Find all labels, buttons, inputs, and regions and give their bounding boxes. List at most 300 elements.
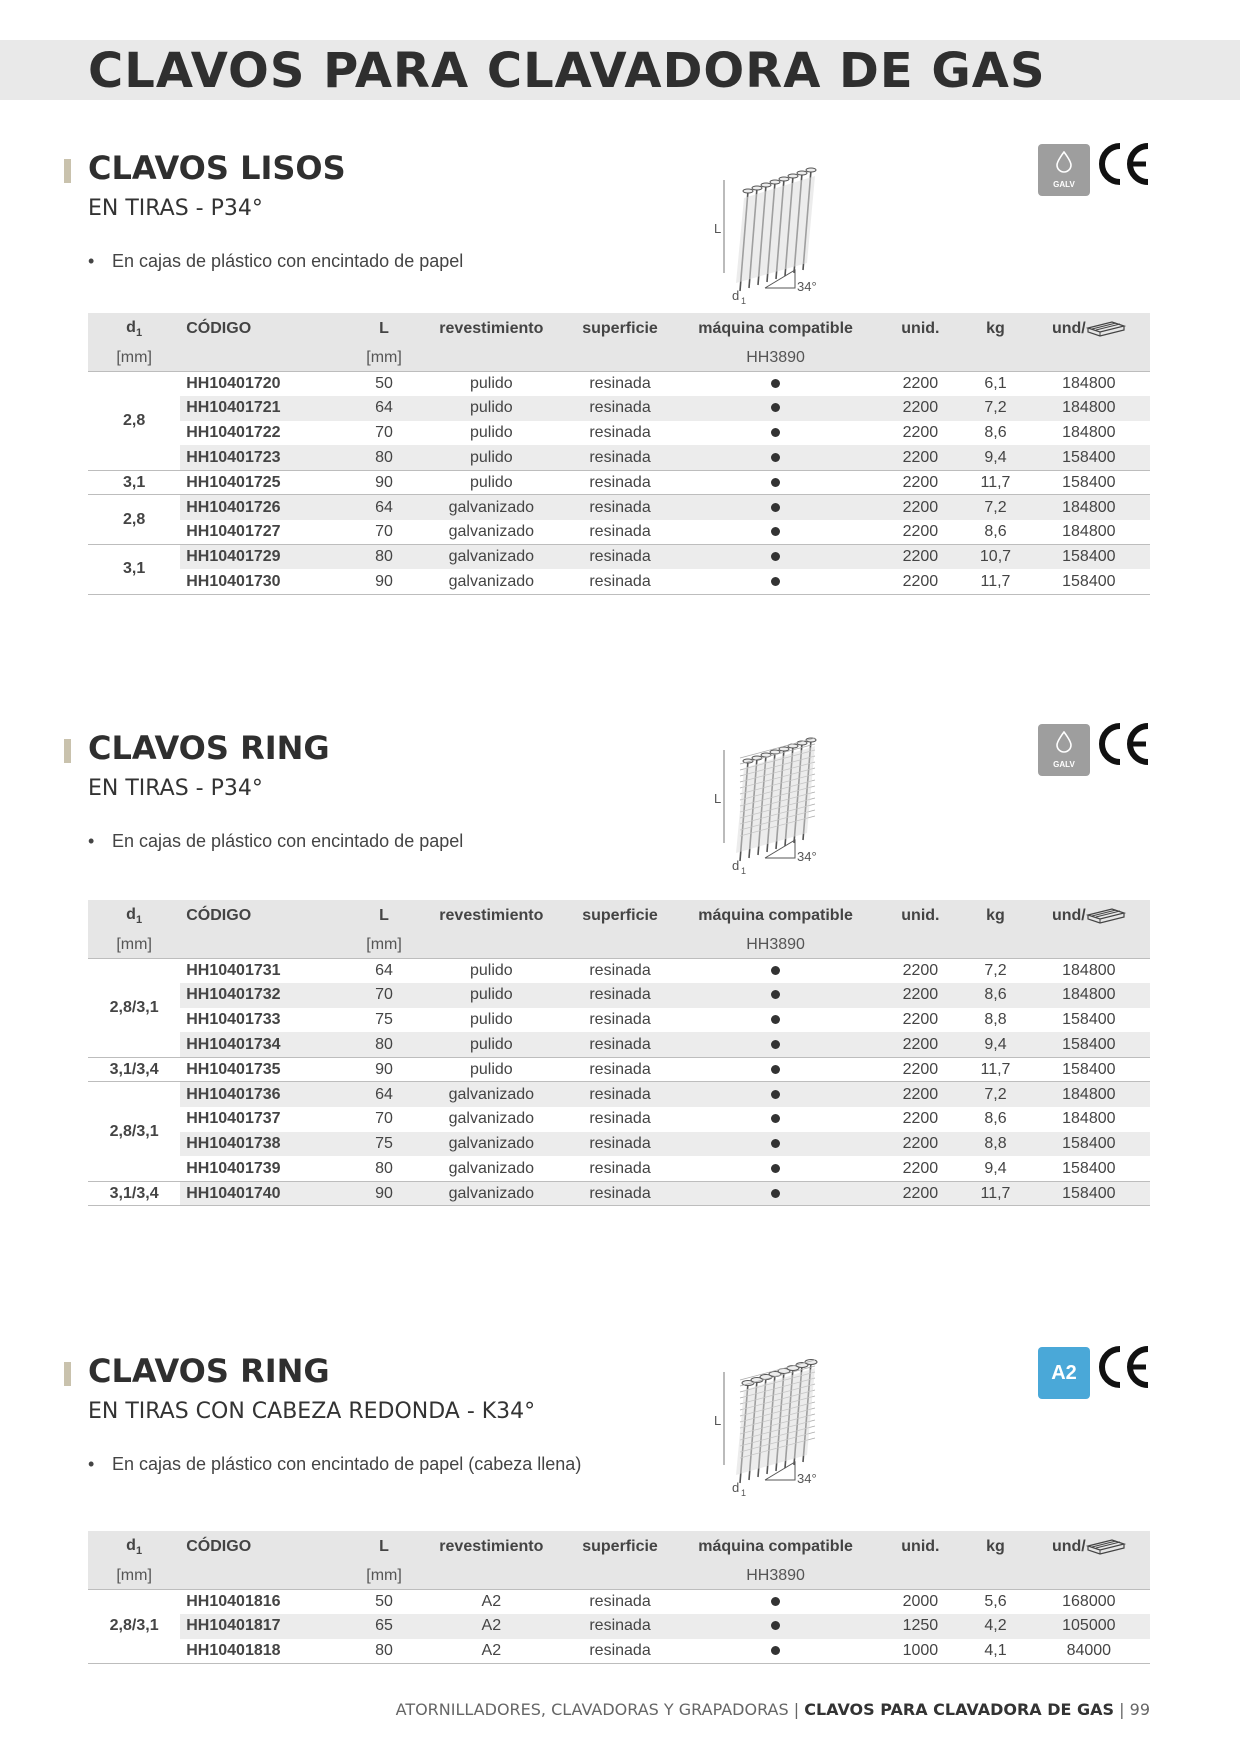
cell-codigo: HH10401736 (180, 1082, 352, 1107)
section-subtitle: EN TIRAS - P34° (88, 196, 263, 221)
col-header-superficie: superficie (566, 313, 673, 345)
cell-codigo: HH10401738 (180, 1132, 352, 1157)
col-header-codigo: CÓDIGO (180, 313, 352, 345)
compatible-dot-icon (771, 1090, 780, 1099)
bullet-text: En cajas de plástico con encintado de papel (112, 831, 464, 851)
cell-codigo: HH10401729 (180, 545, 352, 570)
col-header-unid: unid. (877, 313, 963, 345)
compatible-dot-icon (771, 1164, 780, 1173)
unit-mm: [mm] (352, 1563, 416, 1589)
cell-superficie: resinada (566, 445, 673, 470)
cell-superficie: resinada (589, 1159, 651, 1177)
cell-kg: 11,7 (963, 470, 1027, 495)
table-row (88, 1008, 1150, 1033)
cell-superficie: resinada (589, 961, 651, 979)
cell-kg: 9,4 (984, 1159, 1007, 1177)
col-header-maquina: máquina compatible (674, 900, 878, 932)
cell-superficie: resinada (589, 1592, 651, 1610)
cell-und-pallet: 184800 (1028, 396, 1150, 421)
section-subtitle: EN TIRAS - P34° (88, 776, 263, 801)
compatible-dot-icon (771, 966, 780, 975)
cell-d1: 2,8 (88, 371, 180, 470)
col-header-revestimiento: revestimiento (416, 1531, 566, 1563)
compatible-dot-icon (771, 1015, 780, 1024)
cell-und-pallet: 158400 (1028, 1132, 1150, 1157)
cell-superficie: resinada (566, 1032, 673, 1057)
section-subtitle: EN TIRAS CON CABEZA REDONDA - K34° (88, 1399, 536, 1424)
cell-revestimiento: galvanizado (448, 1159, 535, 1177)
cell-codigo: HH10401816 (186, 1592, 281, 1610)
compatible-dot-icon (771, 453, 780, 462)
cell-length: 90 (352, 1057, 416, 1082)
cell-unid: 1000 (877, 1639, 963, 1664)
svg-text:d: d (732, 1480, 740, 1495)
col-header-codigo: CÓDIGO (180, 1531, 352, 1563)
cell-maquina (674, 1181, 878, 1206)
cell-und-pallet: 158400 (1028, 1181, 1150, 1206)
section-title: CLAVOS RING (88, 1352, 330, 1390)
compatible-dot-icon (771, 990, 780, 999)
machine-model: HH3890 (674, 345, 878, 371)
table-row (88, 371, 1150, 396)
compatible-dot-icon (771, 1621, 780, 1630)
page-title: CLAVOS PARA CLAVADORA DE GAS (88, 43, 1046, 99)
compatible-dot-icon (771, 527, 780, 536)
bullet-icon: • (88, 831, 95, 851)
cell-unid: 2200 (877, 1057, 963, 1082)
cell-codigo: HH10401727 (186, 522, 281, 540)
cell-und-pallet: 84000 (1028, 1639, 1150, 1664)
cell-length: 80 (352, 1639, 416, 1664)
galv-badge (1038, 144, 1090, 196)
cell-length: 70 (375, 423, 393, 441)
cell-revestimiento: galvanizado (416, 1181, 566, 1206)
cell-und-pallet: 184800 (1028, 983, 1150, 1008)
cell-kg: 7,2 (963, 1082, 1027, 1107)
cell-length: 80 (352, 445, 416, 470)
bullet-icon: • (88, 251, 95, 271)
cell-length: 50 (375, 374, 393, 392)
svg-text:1: 1 (741, 866, 747, 876)
cell-revestimiento: galvanizado (448, 1110, 535, 1128)
cell-unid: 2200 (902, 1159, 939, 1177)
machine-model: HH3890 (674, 1563, 878, 1589)
cell-superficie: resinada (589, 522, 651, 540)
cell-und-pallet: 184800 (1062, 522, 1116, 540)
cell-length: 75 (352, 1132, 416, 1157)
col-header-d1-label: d (126, 318, 136, 336)
compatible-dot-icon (771, 552, 780, 561)
cell-superficie: resinada (566, 396, 673, 421)
page-footer (396, 1700, 1150, 1719)
svg-text:34°: 34° (797, 1471, 817, 1486)
col-header-d1-label: d (126, 905, 136, 923)
cell-revestimiento: pulido (416, 470, 566, 495)
table-row (88, 495, 1150, 520)
col-header-und-label: und/ (1051, 320, 1086, 338)
cell-maquina (674, 1082, 878, 1107)
table-row (88, 545, 1150, 570)
cell-maquina (674, 569, 878, 594)
cell-unid: 2200 (877, 1032, 963, 1057)
cell-codigo: HH10401722 (186, 423, 281, 441)
cell-unid: 2200 (902, 374, 939, 392)
svg-text:L: L (714, 791, 722, 806)
cell-length: 75 (375, 1010, 393, 1028)
col-header-kg: kg (963, 900, 1027, 932)
cell-kg: 11,7 (963, 569, 1027, 594)
cell-kg: 8,8 (984, 1010, 1007, 1028)
footer-separator: | (1119, 1700, 1125, 1719)
cell-superficie: resinada (566, 983, 673, 1008)
machine-model: HH3890 (674, 932, 878, 958)
drop-icon (1055, 151, 1073, 178)
cell-unid: 2200 (877, 1082, 963, 1107)
cell-maquina (674, 421, 878, 446)
cell-length: 65 (352, 1614, 416, 1639)
cell-maquina (674, 470, 878, 495)
col-header-kg: kg (963, 313, 1027, 345)
cell-d1: 2,8 (88, 495, 180, 545)
cell-superficie: resinada (566, 545, 673, 570)
pallet-icon (1086, 1538, 1126, 1555)
cell-maquina (674, 1107, 878, 1132)
compatible-dot-icon (771, 1040, 780, 1049)
cell-superficie: resinada (566, 1132, 673, 1157)
cell-und-pallet: 105000 (1028, 1614, 1150, 1639)
cell-revestimiento: A2 (416, 1639, 566, 1664)
compatible-dot-icon (771, 1189, 780, 1198)
cell-revestimiento: pulido (416, 1057, 566, 1082)
col-header-d1 (88, 900, 180, 932)
cell-maquina (674, 396, 878, 421)
table-row (88, 1132, 1150, 1157)
a2-label: A2 (1051, 1361, 1077, 1384)
cell-maquina (674, 1589, 878, 1614)
cell-d1: 2,8/3,1 (88, 958, 180, 1057)
compatible-dot-icon (771, 503, 780, 512)
table-row (88, 958, 1150, 983)
cell-und-pallet: 158400 (1062, 1010, 1116, 1028)
cell-unid: 2200 (902, 522, 939, 540)
col-header-d1-sub: 1 (135, 1545, 143, 1558)
cell-length: 70 (375, 522, 393, 540)
cell-maquina (674, 1614, 878, 1639)
unit-mm: [mm] (352, 345, 416, 371)
cell-kg: 8,6 (984, 1110, 1007, 1128)
table-row (88, 1639, 1150, 1664)
cell-codigo: HH10401725 (180, 470, 352, 495)
col-header-length: L (352, 1531, 416, 1563)
cell-superficie: resinada (589, 1010, 651, 1028)
cell-und-pallet: 158400 (1028, 545, 1150, 570)
cell-unid: 2200 (877, 983, 963, 1008)
cell-codigo: HH10401723 (180, 445, 352, 470)
unit-mm: [mm] (88, 345, 180, 371)
table-row (88, 1082, 1150, 1107)
cell-revestimiento: galvanizado (416, 569, 566, 594)
cell-codigo: HH10401740 (180, 1181, 352, 1206)
cell-kg: 9,4 (963, 445, 1027, 470)
cell-unid: 2200 (877, 396, 963, 421)
cell-und-pallet: 158400 (1062, 1159, 1116, 1177)
cell-und-pallet: 158400 (1028, 470, 1150, 495)
cell-kg: 10,7 (963, 545, 1027, 570)
cell-length: 80 (352, 545, 416, 570)
cell-und-pallet: 184800 (1062, 961, 1116, 979)
table-row (88, 1032, 1150, 1057)
cell-d1: 3,1 (88, 545, 180, 595)
compatible-dot-icon (771, 428, 780, 437)
table-row (88, 421, 1150, 446)
cell-maquina (674, 958, 878, 983)
cell-length: 50 (375, 1592, 393, 1610)
cell-unid: 2200 (902, 423, 939, 441)
svg-text:1: 1 (741, 1488, 747, 1498)
cell-d1: 3,1 (88, 470, 180, 495)
col-header-und-pallet (1028, 313, 1150, 345)
cell-unid: 2000 (902, 1592, 939, 1610)
cell-superficie: resinada (566, 470, 673, 495)
cell-revestimiento: pulido (416, 983, 566, 1008)
col-header-length: L (352, 900, 416, 932)
cell-length: 80 (375, 1159, 393, 1177)
table-row (88, 569, 1150, 594)
table-row (88, 445, 1150, 470)
table-row (88, 1589, 1150, 1614)
cell-revestimiento: galvanizado (416, 545, 566, 570)
cell-superficie: resinada (589, 374, 651, 392)
cell-unid: 2200 (877, 445, 963, 470)
svg-text:L: L (714, 221, 722, 236)
cell-kg: 5,6 (984, 1592, 1007, 1610)
cell-superficie: resinada (566, 1639, 673, 1664)
col-header-maquina: máquina compatible (674, 313, 878, 345)
cell-codigo: HH10401739 (186, 1159, 281, 1177)
table-row (88, 470, 1150, 495)
cell-kg: 7,2 (963, 396, 1027, 421)
compatible-dot-icon (771, 1114, 780, 1123)
cell-d1: 3,1/3,4 (88, 1181, 180, 1206)
col-header-d1-label: d (126, 1536, 136, 1554)
table-row (88, 1156, 1150, 1181)
cell-codigo: HH10401730 (180, 569, 352, 594)
cell-revestimiento: pulido (416, 445, 566, 470)
drop-icon (1055, 731, 1073, 758)
spec-table (88, 313, 1150, 595)
unit-mm: [mm] (352, 932, 416, 958)
cell-unid: 2200 (902, 1110, 939, 1128)
ce-mark-icon (1098, 1345, 1152, 1394)
cell-maquina (674, 1639, 878, 1664)
galv-badge (1038, 724, 1090, 776)
table-row (88, 983, 1150, 1008)
col-header-kg: kg (963, 1531, 1027, 1563)
unit-mm: [mm] (88, 932, 180, 958)
cell-maquina (674, 520, 878, 545)
cell-unid: 2200 (877, 1132, 963, 1157)
spec-table (88, 1531, 1150, 1664)
cell-d1: 2,8/3,1 (88, 1082, 180, 1181)
col-header-revestimiento: revestimiento (416, 900, 566, 932)
section-title: CLAVOS LISOS (88, 149, 346, 187)
cell-length: 70 (352, 983, 416, 1008)
cell-codigo: HH10401726 (180, 495, 352, 520)
cell-maquina (674, 445, 878, 470)
cell-d1: 2,8/3,1 (88, 1589, 180, 1663)
cell-revestimiento: A2 (481, 1592, 502, 1610)
cell-kg: 7,2 (984, 961, 1007, 979)
cell-superficie: resinada (589, 1110, 651, 1128)
cell-kg: 8,6 (984, 522, 1007, 540)
table-row (88, 1614, 1150, 1639)
table-row (88, 1057, 1150, 1082)
cell-revestimiento: A2 (416, 1614, 566, 1639)
cell-maquina (674, 1057, 878, 1082)
ce-mark-icon (1098, 722, 1152, 771)
section-marker (64, 1362, 71, 1386)
pallet-icon (1086, 907, 1126, 924)
col-header-d1 (88, 1531, 180, 1563)
compatible-dot-icon (771, 379, 780, 388)
page-number: 99 (1129, 1700, 1150, 1719)
cell-und-pallet: 184800 (1062, 423, 1116, 441)
svg-text:d: d (732, 288, 740, 303)
cell-codigo: HH10401721 (180, 396, 352, 421)
compatible-dot-icon (771, 1139, 780, 1148)
svg-text:d: d (732, 858, 740, 873)
cell-maquina (674, 1156, 878, 1181)
cell-maquina (674, 371, 878, 396)
galv-label: GALV (1053, 180, 1075, 189)
cell-superficie: resinada (566, 1614, 673, 1639)
cell-length: 64 (375, 961, 393, 979)
col-header-superficie: superficie (566, 900, 673, 932)
section-bullet (88, 830, 463, 852)
nail-strip-drawing (710, 728, 830, 883)
col-header-d1 (88, 313, 180, 345)
cell-codigo: HH10401817 (180, 1614, 352, 1639)
cell-unid: 2200 (902, 961, 939, 979)
cell-superficie: resinada (566, 495, 673, 520)
cell-revestimiento: galvanizado (416, 1082, 566, 1107)
cell-unid: 2200 (902, 1010, 939, 1028)
cell-revestimiento: galvanizado (448, 522, 535, 540)
section-marker (64, 739, 71, 763)
cell-und-pallet: 158400 (1028, 569, 1150, 594)
cell-revestimiento: pulido (469, 423, 513, 441)
nail-strip-drawing (710, 1350, 830, 1505)
cell-kg: 8,6 (984, 423, 1007, 441)
col-header-superficie: superficie (566, 1531, 673, 1563)
cell-unid: 1250 (877, 1614, 963, 1639)
cell-codigo: HH10401734 (180, 1032, 352, 1057)
cell-revestimiento: pulido (469, 961, 513, 979)
cell-kg: 11,7 (963, 1181, 1027, 1206)
col-header-d1-sub: 1 (135, 914, 143, 927)
bullet-icon: • (88, 1454, 95, 1474)
cell-und-pallet: 184800 (1028, 1082, 1150, 1107)
col-header-revestimiento: revestimiento (416, 313, 566, 345)
cell-maquina (674, 1008, 878, 1033)
cell-codigo: HH10401720 (186, 374, 281, 392)
cell-und-pallet: 158400 (1028, 445, 1150, 470)
cell-unid: 2200 (877, 1181, 963, 1206)
svg-text:34°: 34° (797, 849, 817, 864)
section-marker (64, 159, 71, 183)
cell-superficie: resinada (566, 1082, 673, 1107)
cell-und-pallet: 184800 (1062, 374, 1116, 392)
cell-d1: 3,1/3,4 (88, 1057, 180, 1082)
cell-length: 64 (352, 396, 416, 421)
unit-mm: [mm] (88, 1563, 180, 1589)
cell-maquina (674, 495, 878, 520)
col-header-codigo: CÓDIGO (180, 900, 352, 932)
cell-kg: 8,6 (963, 983, 1027, 1008)
cell-kg: 4,2 (963, 1614, 1027, 1639)
table-row (88, 520, 1150, 545)
pallet-icon (1086, 320, 1126, 337)
cell-kg: 11,7 (963, 1057, 1027, 1082)
cell-und-pallet: 168000 (1062, 1592, 1116, 1610)
section-bullet (88, 1453, 581, 1475)
cell-kg: 7,2 (963, 495, 1027, 520)
cell-length: 64 (352, 1082, 416, 1107)
cell-unid: 2200 (877, 470, 963, 495)
col-header-und-label: und/ (1051, 1538, 1086, 1556)
cell-maquina (674, 545, 878, 570)
cell-revestimiento: pulido (469, 1010, 513, 1028)
col-header-und-pallet (1028, 900, 1150, 932)
compatible-dot-icon (771, 1597, 780, 1606)
section-title: CLAVOS RING (88, 729, 330, 767)
cell-kg: 4,1 (963, 1639, 1027, 1664)
cell-und-pallet: 184800 (1062, 1110, 1116, 1128)
col-header-und-pallet (1028, 1531, 1150, 1563)
col-header-maquina: máquina compatible (674, 1531, 878, 1563)
cell-maquina (674, 1032, 878, 1057)
compatible-dot-icon (771, 1646, 780, 1655)
cell-revestimiento: pulido (469, 374, 513, 392)
cell-und-pallet: 184800 (1028, 495, 1150, 520)
footer-section: CLAVOS PARA CLAVADORA DE GAS (804, 1700, 1115, 1719)
bullet-text: En cajas de plástico con encintado de papel (cabeza llena) (112, 1454, 582, 1474)
svg-text:34°: 34° (797, 279, 817, 294)
table-row (88, 1181, 1150, 1206)
galv-label: GALV (1053, 760, 1075, 769)
cell-maquina (674, 1132, 878, 1157)
cell-codigo: HH10401737 (186, 1110, 281, 1128)
cell-revestimiento: pulido (416, 1032, 566, 1057)
cell-codigo: HH10401818 (180, 1639, 352, 1664)
compatible-dot-icon (771, 1065, 780, 1074)
cell-unid: 2200 (877, 495, 963, 520)
cell-length: 90 (352, 1181, 416, 1206)
table-row (88, 396, 1150, 421)
cell-length: 64 (352, 495, 416, 520)
cell-codigo: HH10401731 (186, 961, 281, 979)
section-bullet (88, 250, 463, 272)
spec-table (88, 900, 1150, 1206)
cell-length: 80 (352, 1032, 416, 1057)
col-header-length: L (352, 313, 416, 345)
compatible-dot-icon (771, 577, 780, 586)
cell-codigo: HH10401732 (180, 983, 352, 1008)
cell-codigo: HH10401733 (186, 1010, 281, 1028)
cell-superficie: resinada (566, 1057, 673, 1082)
compatible-dot-icon (771, 478, 780, 487)
cell-kg: 8,8 (963, 1132, 1027, 1157)
